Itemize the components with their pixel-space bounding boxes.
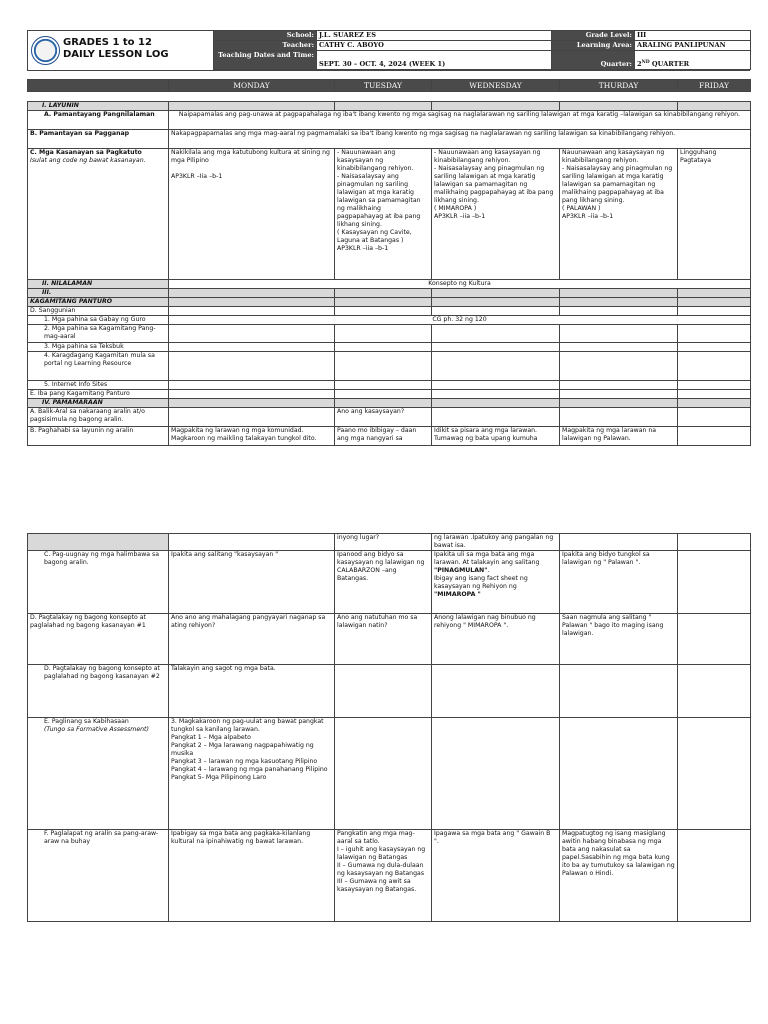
paghahabi-monday: Magpakita ng larawan ng mga komunidad. Magkaroon ng maikling talakayan tungkol dito. (169, 427, 335, 446)
pag-uugnay-tuesday: Ipanood ang bidyo sa kasaysayan ng lalawigan ng CALABARZON –ang Batangas. (335, 551, 432, 614)
paglinang-monday: 3. Magkakaroon ng pag-uulat ang bawat pangkat tungkol sa kanilang larawan. Pangkat 1 – Mga alpabeto Pangkat 2 – Mga larawang nagpapahiwatig ng musika Pangkat 3 – larawan ng mga kasuotang Pilipino Pangkat 4 – larawang ng mga panahanang Pilipino Pangkat 5- Mga Pilipinong Laro (169, 718, 335, 830)
balik-aral-tuesday: Ano ang kasaysayan? (335, 408, 432, 427)
title-line2: DAILY LESSON LOG (63, 49, 169, 60)
lesson-log-table-page1 (27, 101, 751, 446)
dates-value: SEPT. 30 – OCT. 4, 2024 (WEEK 1) (317, 51, 552, 70)
section-nilalaman: II. NILALAMAN (28, 280, 169, 289)
continued-wednesday: ng larawan .Ipatukoy ang pangalan ng bawat isa. (432, 534, 560, 551)
row-label-iba-pang-kagamitan: E. Iba pang Kagamitang Panturo (28, 390, 169, 399)
row-label-kasanayan: C. Mga Kasanayan sa Pagkatuto Isulat ang code ng bawat kasanayan. (28, 149, 169, 280)
quarter-value: 2ND QUARTER (635, 51, 751, 70)
row-label-karagdagang-kagamitan: 4. Karagdagang Kagamitan mula sa portal ng Learning Resource (28, 352, 169, 381)
lesson-log-table-page2 (27, 533, 751, 922)
row-label-pamantayang-pangnilalaman: A. Pamantayang Pangnilalaman (28, 111, 169, 130)
kasanayan-tuesday: - Nauunawaan ang kasaysayan ng kinabibilangang rehiyon. - Naisasalaysay ang pinagmulan ng sariling lalawigan at mga karatig lalawigan sa pamamagitan ng malikhaing pagpapahayag at iba pang likhang sining. ( Kasaysayan ng Cavite, Laguna at Batangas ) AP3KLR –iia –b-1 (335, 149, 432, 280)
pamantayang-pangnilalaman-text: Naipapamalas ang pag-unawa at pagpapahalaga ng iba't ibang kwento ng mga sagisag na naglalarawan ng sariling lalawigan at mga karatig –lalawigan sa kinabibilangang rehiyon. (169, 111, 751, 130)
grade-label: Grade Level: (552, 31, 635, 41)
row-label-pagtalakay-1: D. Pagtalakay ng bagong konsepto at paglalahad ng bagong kasanayan #1 (28, 614, 169, 665)
paghahabi-thursday: Magpakita ng mga larawan na lalawigan ng Palawan. (560, 427, 678, 446)
header-title-box (27, 30, 213, 71)
row-label-balik-aral: A. Balik-Aral sa nakaraang aralin at/o pagsisimula ng bagong aralin. (28, 408, 169, 427)
days-blank-cell (28, 80, 169, 92)
row-label-teksbuk: 3. Mga pahina sa Teksbuk (28, 343, 169, 352)
dates-label: Teaching Dates and Time: (214, 51, 317, 70)
paghahabi-tuesday: Paano mo ibibigay – daan ang mga nangyari sa (335, 427, 432, 446)
paglalapat-thursday: Magpatugtog ng isang masiglang awitin habang binabasa ng mga bata ang nakasulat sa papel.Sasabihin ng mga bata kung ito ba ay tumutukoy sa lalawigan ng Palawan o Hindi. (560, 830, 678, 922)
row-label-paglalapat: F. Paglalapat ng aralin sa pang-araw-araw na buhay (28, 830, 169, 922)
area-value: ARALING PANLIPUNAN (635, 41, 751, 51)
pagtalakay-1-tuesday: Ano ang natutuhan mo sa lalawigan natin? (335, 614, 432, 665)
area-label: Learning Area: (552, 41, 635, 51)
section-layunin: I. LAYUNIN (28, 102, 169, 111)
row-label-gabay-guro: 1. Mga pahina sa Gabay ng Guro (28, 316, 169, 325)
school-value: J.L. SUAREZ ES (317, 31, 552, 41)
row-label-pagtalakay-2: D. Pagtalakay ng bagong konsepto at paglalahad ng bagong kasanayan #2 (28, 665, 169, 718)
row-label-sanggunian: D. Sanggunian (28, 307, 169, 316)
row-label-pamantayan-pagganap: B. Pamantayan sa Pagganap (28, 130, 169, 149)
deped-seal-icon (31, 36, 60, 65)
continued-label-cell (28, 534, 169, 551)
pagtalakay-1-wednesday: Anong lalawigan nag binubuo ng rehiyong " MIMAROPA ". (432, 614, 560, 665)
day-thursday: THURDAY (560, 80, 678, 92)
teacher-label: Teacher: (214, 41, 317, 51)
row-label-pag-uugnay: C. Pag-uugnay ng mga halimbawa sa bagong aralin. (28, 551, 169, 614)
title-line1: GRADES 1 to 12 (63, 37, 152, 48)
continued-tuesday: inyong lugar? (335, 534, 432, 551)
pagtalakay-2-monday: Talakayin ang sagot ng mga bata. (169, 665, 335, 718)
day-tuesday: TUESDAY (335, 80, 432, 92)
paglalapat-monday: Ipabigay sa mga bata ang pagkaka-kilanlang kultural na ipinahiwatig ng bawat larawan. (169, 830, 335, 922)
section-iii: III. (28, 289, 169, 298)
header-info-table (213, 30, 751, 70)
pag-uugnay-wednesday: Ipakita uli sa mga bata ang mga larawan. At talakayin ang salitang "PINAGMULAN". Ibigay ang isang fact sheet ng kasaysayan ng Rehiyon ng "MIMAROPA " (432, 551, 560, 614)
kasanayan-wednesday: - Nauunawaan ang kasaysayan ng kinabibilangang rehiyon. - Naisasalaysay ang pinagmulan ng sariling lalawigan at mga karatig lalawigan sa pamamagitan ng malikhaing pagpapahayag at iba pang likhang sining. ( MIMAROPA ) AP3KLR –iia –b-1 (432, 149, 560, 280)
day-friday: FRIDAY (678, 80, 751, 92)
day-wednesday: WEDNESDAY (432, 80, 560, 92)
pag-uugnay-monday: Ipakita ang salitang "kasaysayan " (169, 551, 335, 614)
paghahabi-wednesday: Idikit sa pisara ang mga larawan. Tumawag ng bata upang kumuha (432, 427, 560, 446)
day-monday: MONDAY (169, 80, 335, 92)
days-header-row (27, 79, 751, 92)
pagtalakay-1-monday: Ano ano ang mahalagang pangyayari naganap sa ating rehiyon? (169, 614, 335, 665)
section-pamamaraan: IV. PAMAMARAAN (28, 399, 169, 408)
paglalapat-tuesday: Pangkatin ang mga mag-aaral sa tatlo. I – iguhit ang kasaysayan ng lalawigan ng Batangas II – Gumawa ng dula-dulaan ng kasaysayan ng Batangas III – Gumawa ng awit sa kasaysayan ng Batangas. (335, 830, 432, 922)
grade-value: III (635, 31, 751, 41)
kasanayan-monday: Nakikilala ang mga katutubong kultura at sining ng mga Pilipino AP3KLR –Iia –b-1 (169, 149, 335, 280)
row-label-paglinang: E. Paglinang sa Kabihasaan (Tungo sa Formative Assessment) (28, 718, 169, 830)
quarter-label: Quarter: (552, 51, 635, 70)
pagtalakay-1-thursday: Saan nagmula ang salitang " Palawan " bago ito maging isang lalawigan. (560, 614, 678, 665)
pag-uugnay-thursday: Ipakita ang bidyo tungkol sa lalawigan ng " Palawan ". (560, 551, 678, 614)
row-label-paghahabi: B. Paghahabi sa layunin ng aralin (28, 427, 169, 446)
teacher-value: CATHY C. ABOYO (317, 41, 552, 51)
paglalapat-wednesday: Ipagawa sa mga bata ang " Gawain B ". (432, 830, 560, 922)
gabay-guro-text: CG ph. 32 ng 120 (169, 316, 751, 325)
kasanayan-thursday: Nauunawaan ang kasaysayan ng kinabibilangang rehiyon. - Naisasalaysay ang pinagmulan ng sariling lalawigan at mga karatig lalawigan sa pamamagitan ng malikhaing pagpapahayag at iba pang likhang sining. ( PALAWAN ) AP3KLR –iia –b-1 (560, 149, 678, 280)
kasanayan-friday: Lingguhang Pagtataya (678, 149, 751, 280)
row-label-internet-info: 5. Internet Info Sites (28, 381, 169, 390)
nilalaman-text: Konsepto ng Kultura (169, 280, 751, 289)
pamantayan-pagganap-text: Nakapagpapamalas ang mga mag-aaral ng pagmamalaki sa iba't ibang kwento ng mga sagisag na naglalarawan ng sariling lalawigan sa kinabibilangang rehiyon. (169, 130, 751, 149)
school-label: School: (214, 31, 317, 41)
row-label-kagamitang-mag-aaral: 2. Mga pahina sa Kagamitang Pang-mag-aaral (28, 325, 169, 343)
section-kagamitan: KAGAMITANG PANTURO (28, 298, 169, 307)
